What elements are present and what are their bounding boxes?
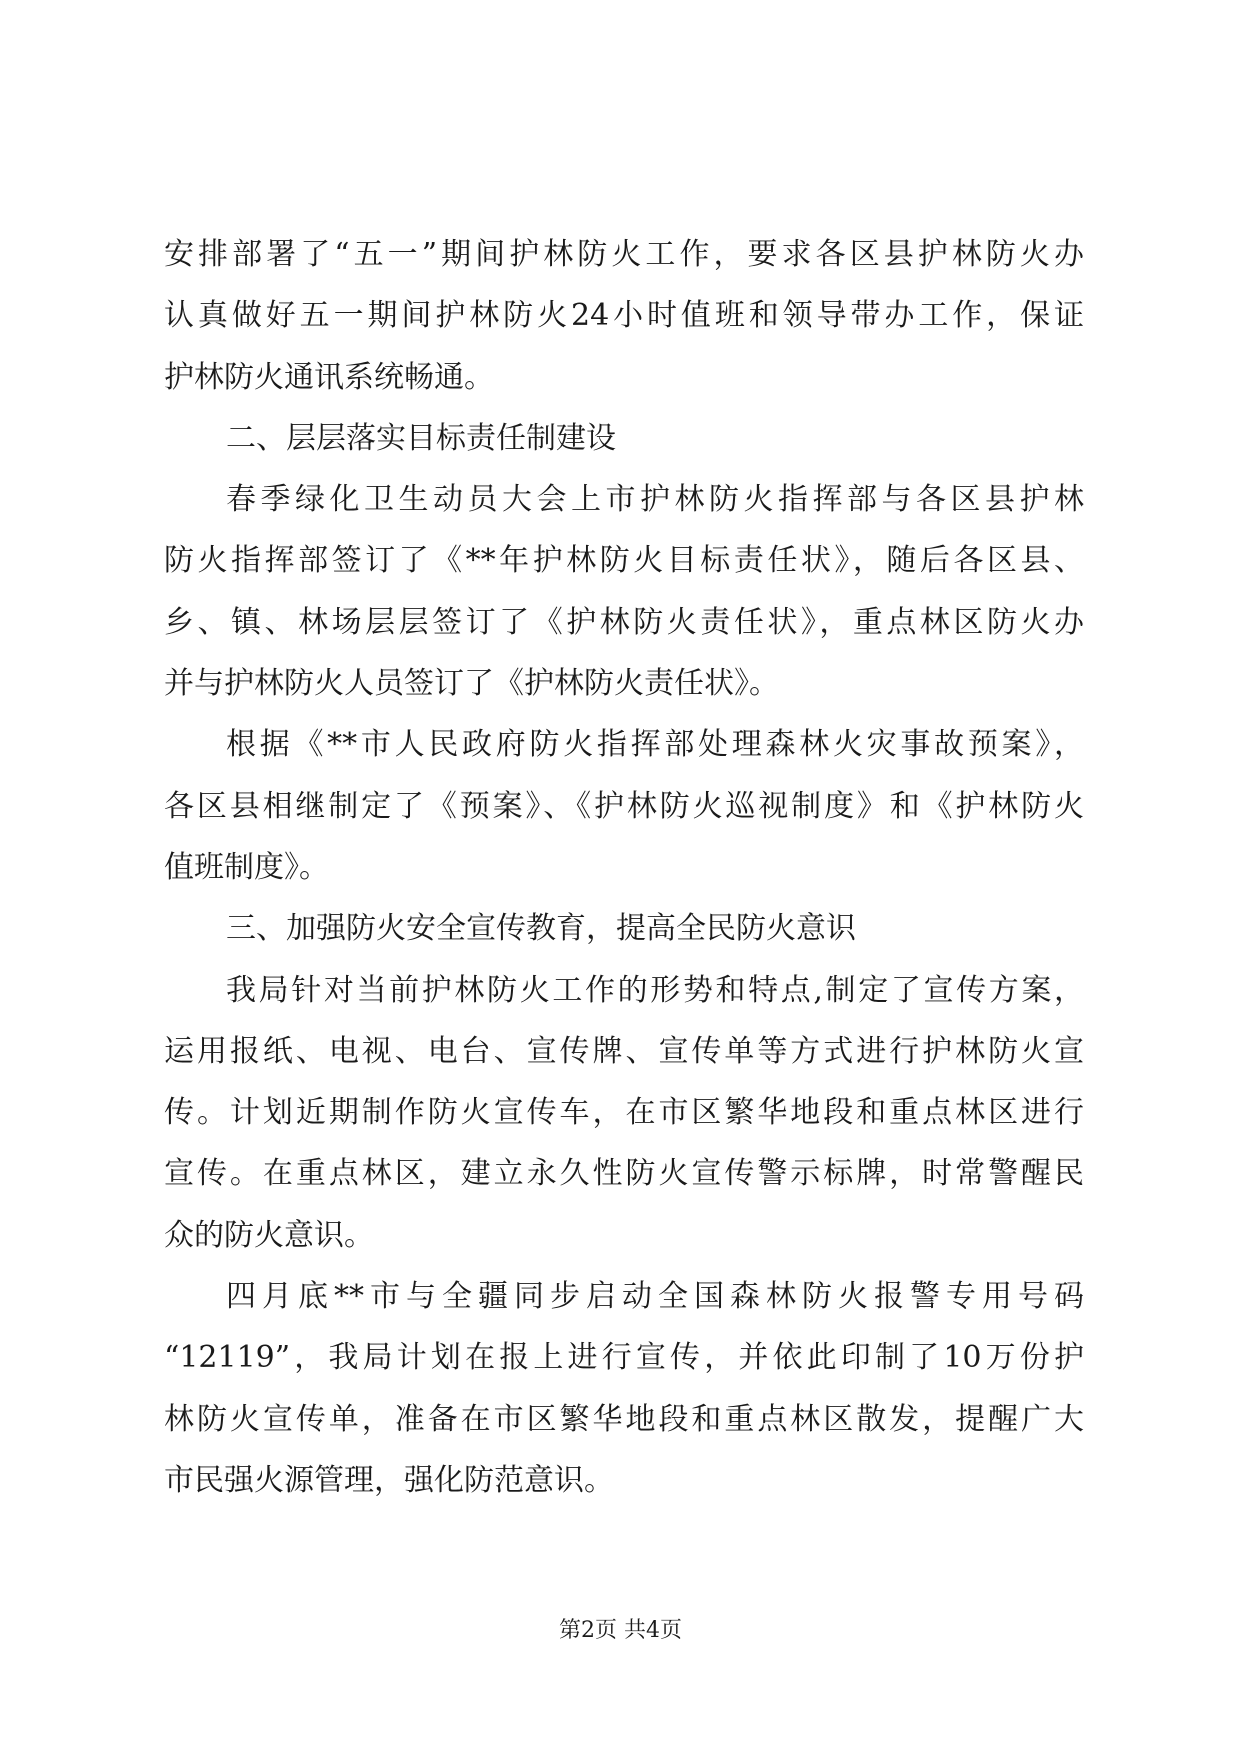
- text-line: 值班制度》。: [164, 849, 329, 885]
- text-line: 护林防火通讯系统畅通。: [164, 359, 494, 395]
- text-line: 安排部署了“五一”期间护林防火工作，要求各区县护林防火办: [164, 237, 1084, 272]
- text-line: 四月底**市与全疆同步启动全国森林防火报警专用号码: [226, 1279, 1084, 1315]
- section-heading: 三、加强防火安全宣传教育，提高全民防火意识: [226, 911, 856, 947]
- section-heading: 二、层层落实目标责任制建设: [226, 420, 616, 456]
- page-footer: 第2页 共4页: [559, 1618, 682, 1643]
- text-line: 并与护林防火人员签订了《护林防火责任状》。: [164, 666, 779, 702]
- text-line: 传。计划近期制作防火宣传车，在市区繁华地段和重点林区进行: [164, 1095, 1084, 1131]
- document-body: [164, 224, 1084, 1511]
- text-line: 众的防火意识。: [164, 1217, 374, 1253]
- text-line: 运用报纸、电视、电台、宣传牌、宣传单等方式进行护林防火宣: [164, 1033, 1084, 1069]
- text-line: 乡、镇、林场层层签订了《护林防火责任状》，重点林区防火办: [164, 604, 1084, 640]
- text-line: 各区县相继制定了《预案》、《护林防火巡视制度》和《护林防火: [164, 788, 1084, 824]
- text-line: 防火指挥部签订了《**年护林防火目标责任状》，随后各区县、: [164, 543, 1084, 579]
- text-line: 认真做好五一期间护林防火24小时值班和领导带办工作，保证: [164, 298, 1084, 334]
- text-line: 根据《**市人民政府防火指挥部处理森林火灾事故预案》，: [226, 727, 1084, 763]
- text-line: 林防火宣传单，准备在市区繁华地段和重点林区散发，提醒广大: [164, 1401, 1084, 1437]
- text-line: 我局针对当前护林防火工作的形势和特点,制定了宣传方案，: [226, 972, 1084, 1008]
- text-line: 宣传。在重点林区，建立永久性防火宣传警示标牌，时常警醒民: [164, 1156, 1084, 1192]
- text-line: “12119”，我局计划在报上进行宣传，并依此印制了10万份护: [164, 1340, 1084, 1376]
- text-line: 市民强火源管理，强化防范意识。: [164, 1462, 614, 1498]
- text-line: 春季绿化卫生动员大会上市护林防火指挥部与各区县护林: [226, 482, 1084, 518]
